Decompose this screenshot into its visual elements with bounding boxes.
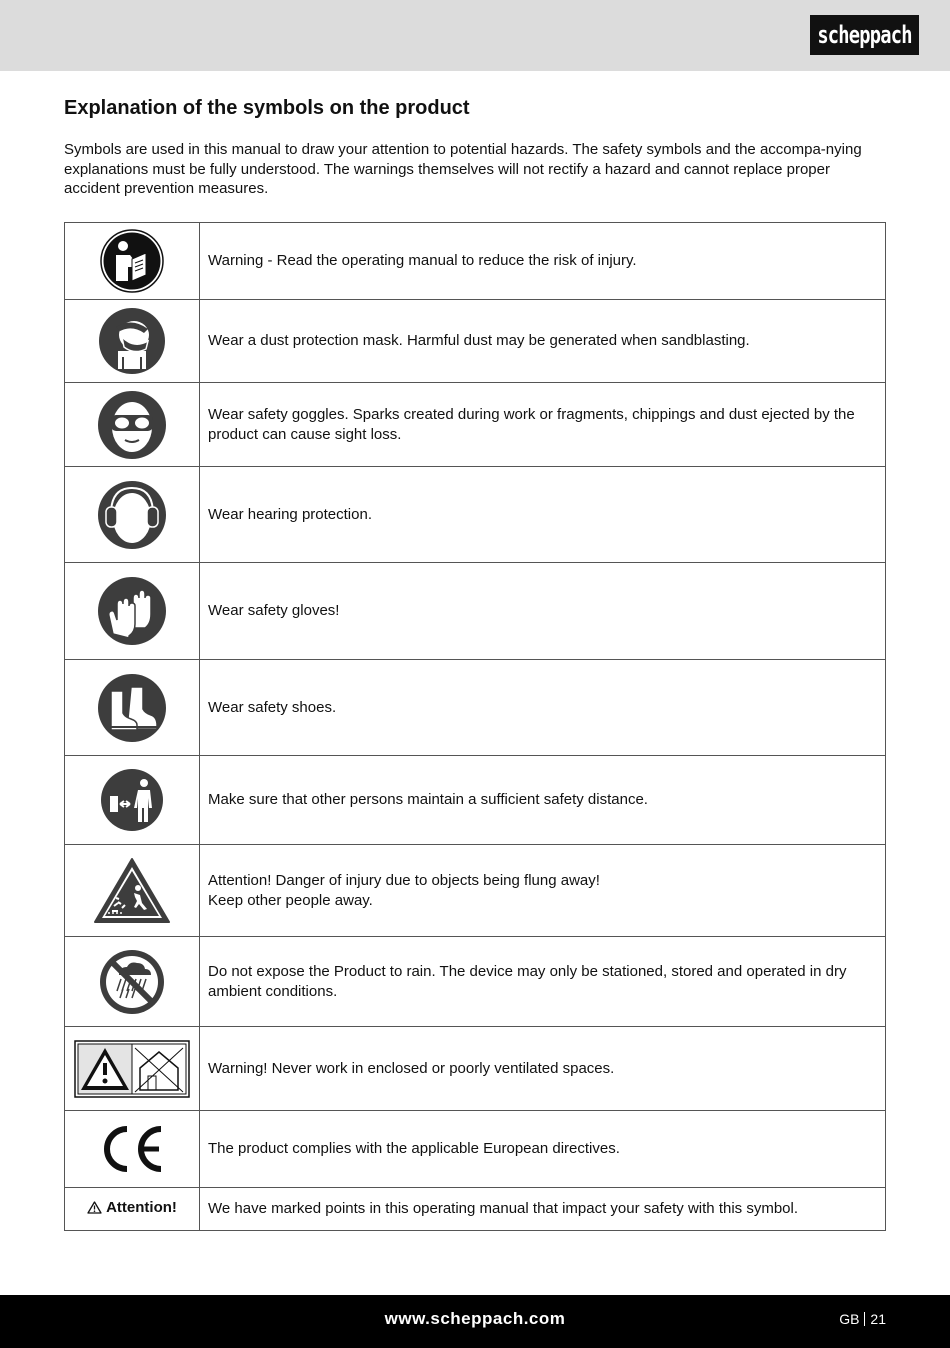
table-row bbox=[65, 223, 886, 300]
safety-gloves-icon bbox=[97, 576, 167, 646]
symbol-cell bbox=[65, 937, 200, 1027]
attention-label bbox=[87, 1199, 177, 1216]
table-row bbox=[65, 563, 886, 660]
description-cell bbox=[200, 563, 886, 660]
description-text: Wear safety goggles. Sparks created during work or fragments, chippings and dust ejected by the product can cause sight loss. bbox=[208, 405, 855, 443]
symbol-cell bbox=[65, 300, 200, 383]
description-text: Wear safety gloves! bbox=[208, 602, 340, 620]
description-text: Attention! Danger of injury due to objects being flung away! bbox=[208, 871, 600, 889]
attention-label-text: Attention! bbox=[106, 1199, 177, 1216]
symbol-cell bbox=[65, 223, 200, 300]
brand-name: scheppach bbox=[817, 21, 912, 49]
description-text: We have marked points in this operating manual that impact your safety with this symbol. bbox=[208, 1200, 799, 1218]
safety-shoes-icon bbox=[97, 673, 167, 743]
description-cell bbox=[200, 223, 886, 300]
symbol-cell bbox=[65, 1027, 200, 1111]
table-row bbox=[65, 300, 886, 383]
table-row bbox=[65, 845, 886, 937]
description-text: Wear hearing protection. bbox=[208, 505, 372, 523]
description-text: Warning! Never work in enclosed or poorly ventilated spaces. bbox=[208, 1059, 615, 1077]
hearing-protection-icon bbox=[97, 480, 167, 550]
description-text: Wear a dust protection mask. Harmful dust may be generated when sandblasting. bbox=[208, 332, 750, 350]
description-text: Wear safety shoes. bbox=[208, 698, 337, 716]
no-rain-icon bbox=[99, 949, 165, 1015]
footer-page-number: 21 bbox=[870, 1311, 886, 1327]
description-cell bbox=[200, 937, 886, 1027]
footer-url[interactable]: www.scheppach.com bbox=[384, 1309, 566, 1328]
header-band bbox=[0, 0, 950, 71]
description-cell bbox=[200, 383, 886, 467]
symbol-cell bbox=[65, 1111, 200, 1188]
symbol-cell bbox=[65, 1188, 200, 1231]
description-cell bbox=[200, 1027, 886, 1111]
page-title: Explanation of the symbols on the product bbox=[64, 97, 470, 119]
ce-mark-icon bbox=[99, 1125, 165, 1173]
symbol-cell bbox=[65, 660, 200, 756]
description-text: Warning - Read the operating manual to reduce the risk of injury. bbox=[208, 252, 637, 270]
table-row bbox=[65, 1188, 886, 1231]
dust-mask-icon bbox=[98, 307, 166, 375]
symbol-cell bbox=[65, 467, 200, 563]
description-cell bbox=[200, 845, 886, 937]
description-cell bbox=[200, 756, 886, 845]
symbol-cell bbox=[65, 845, 200, 937]
table-row bbox=[65, 660, 886, 756]
symbol-cell bbox=[65, 756, 200, 845]
description-cell bbox=[200, 1111, 886, 1188]
safety-goggles-icon bbox=[97, 390, 167, 460]
description-text: Keep other people away. bbox=[208, 891, 373, 909]
description-text: Do not expose the Product to rain. The device may only be stationed, stored and operated in dry ambient conditions. bbox=[208, 962, 847, 1000]
table-row bbox=[65, 937, 886, 1027]
description-text: The product complies with the applicable European directives. bbox=[208, 1140, 620, 1158]
brand-logo bbox=[810, 15, 919, 55]
table-row bbox=[65, 756, 886, 845]
description-text: Make sure that other persons maintain a sufficient safety distance. bbox=[208, 791, 648, 809]
no-enclosed-spaces-icon bbox=[74, 1040, 190, 1098]
symbols-table bbox=[64, 222, 886, 1231]
footer-lang: GB bbox=[839, 1311, 860, 1327]
intro-paragraph: Symbols are used in this manual to draw your attention to potential hazards. The safety symbols and the accompa-nying explanations must be fully understood. The warnings themselves will not rectify a hazard and cannot replace proper accident prevention measures. bbox=[64, 141, 862, 198]
flying-objects-warning-icon bbox=[92, 856, 172, 926]
footer-page-info bbox=[839, 1311, 886, 1327]
safety-distance-icon bbox=[100, 768, 164, 832]
table-row bbox=[65, 383, 886, 467]
symbol-cell bbox=[65, 563, 200, 660]
description-cell bbox=[200, 467, 886, 563]
symbol-cell bbox=[65, 383, 200, 467]
footer-band bbox=[0, 1295, 950, 1348]
description-cell bbox=[200, 300, 886, 383]
footer-separator bbox=[864, 1312, 865, 1326]
attention-icon bbox=[87, 1201, 102, 1214]
description-cell bbox=[200, 1188, 886, 1231]
table-row bbox=[65, 467, 886, 563]
table-row bbox=[65, 1111, 886, 1188]
read-manual-icon bbox=[100, 229, 164, 293]
description-cell bbox=[200, 660, 886, 756]
table-row bbox=[65, 1027, 886, 1111]
